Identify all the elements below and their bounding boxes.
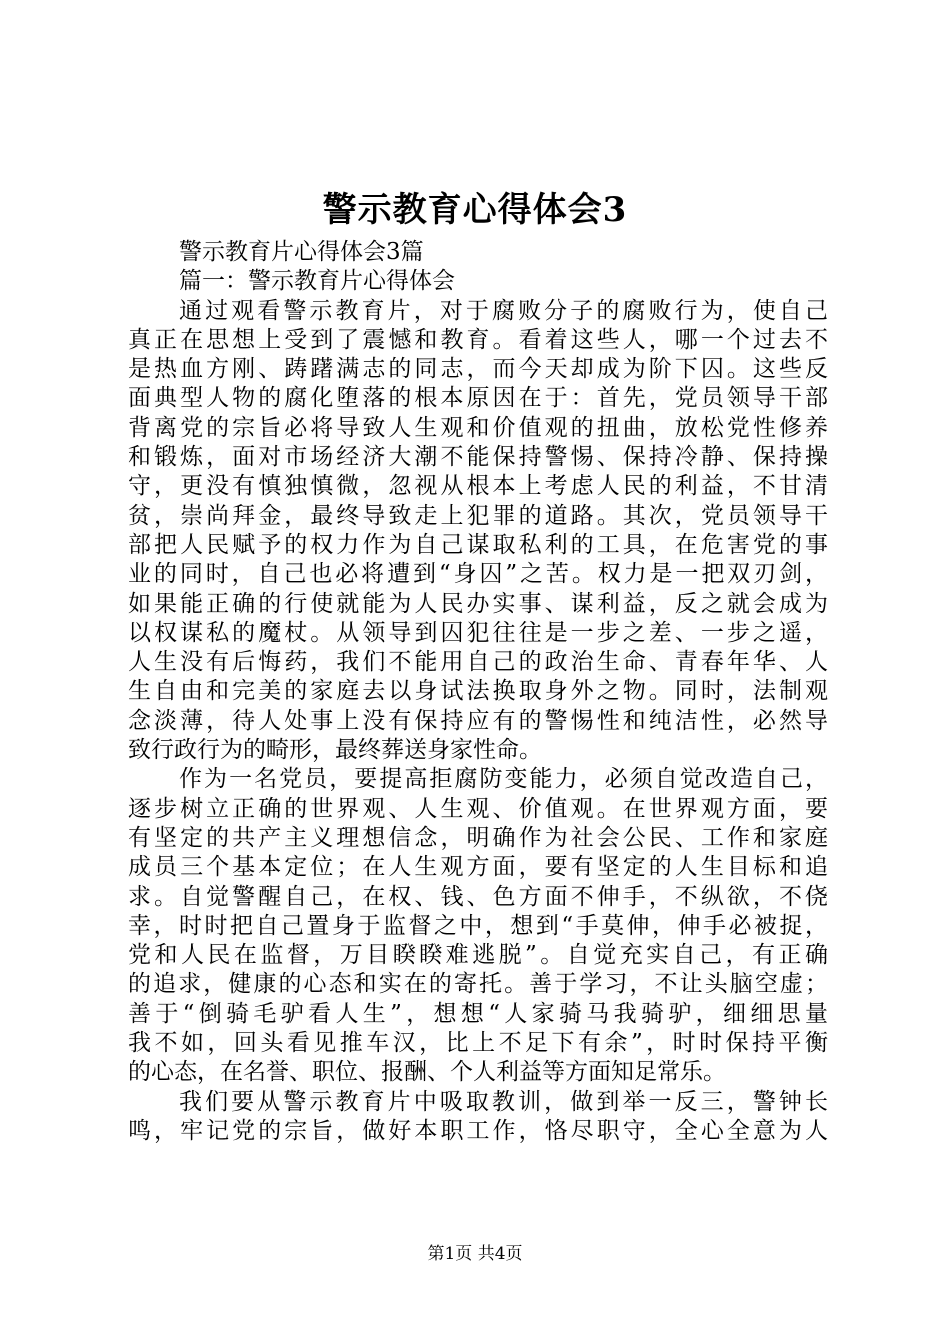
text-line: 面典型人物的腐化堕落的根本原因在于：首先，党员领导干部 [128,385,828,412]
text-line: 真正在思想上受到了震憾和教育。看着这些人，哪一个过去不 [128,326,828,353]
text-line: 幸，时时把自己置身于监督之中，想到“手莫伸，伸手必被捉， [128,912,828,939]
text-line: 成员三个基本定位；在人生观方面，要有坚定的人生目标和追 [128,854,828,881]
document-body [128,238,828,1146]
text-line: 的追求，健康的心态和实在的寄托。善于学习，不让头脑空虚； [128,971,828,998]
text-line: 如果能正确的行使就能为人民办实事、谋利益，反之就会成为 [128,590,828,617]
text-line: 念淡薄，待人处事上没有保持应有的警惕性和纯洁性，必然导 [128,707,828,734]
text-line: 作为一名党员，要提高拒腐防变能力，必须自觉改造自己， [179,766,828,793]
text-line: 党和人民在监督，万目睽睽难逃脱”。自觉充实自己，有正确 [128,942,828,969]
text-line: 求。自觉警醒自己，在权、钱、色方面不伸手，不纵欲，不侥 [128,883,828,910]
page-footer: 第1页 共4页 [427,1244,523,1264]
text-line: 鸣，牢记党的宗旨，做好本职工作，恪尽职守，全心全意为人 [128,1117,828,1144]
text-line: 贫，崇尚拜金，最终导致走上犯罪的道路。其次，党员领导干 [128,502,828,529]
text-line: 业的同时，自己也必将遭到“身囚”之苦。权力是一把双刃剑， [128,561,828,588]
text-line: 和锻炼，面对市场经济大潮不能保持警惕、保持冷静、保持操 [128,444,828,471]
document-title: 警示教育心得体会3 [322,190,628,230]
text-line: 守，更没有慎独慎微，忽视从根本上考虑人民的利益，不甘清 [128,473,828,500]
text-line: 逐步树立正确的世界观、人生观、价值观。在世界观方面，要 [128,795,828,822]
text-line: 善于“倒骑毛驴看人生”，想想“人家骑马我骑驴，细细思量 [128,1000,828,1027]
text-line: 我不如，回头看见推车汉，比上不足下有余”，时时保持平衡 [128,1030,828,1057]
text-line: 致行政行为的畸形，最终葬送身家性命。 [128,737,542,764]
text-line: 篇一：警示教育片心得体会 [179,268,455,295]
text-line: 人生没有后悔药，我们不能用自己的政治生命、青春年华、人 [128,649,828,676]
text-line: 生自由和完美的家庭去以身试法换取身外之物。同时，法制观 [128,678,828,705]
text-line: 有坚定的共产主义理想信念，明确作为社会公民、工作和家庭 [128,824,828,851]
text-line: 背离党的宗旨必将导致人生观和价值观的扭曲，放松党性修养 [128,414,828,441]
text-line: 通过观看警示教育片，对于腐败分子的腐败行为，使自己 [179,297,828,324]
text-line: 以权谋私的魔杖。从领导到囚犯往往是一步之差、一步之遥， [128,619,828,646]
text-line: 警示教育片心得体会3篇 [179,239,424,265]
text-line: 部把人民赋予的权力作为自己谋取私利的工具，在危害党的事 [128,531,828,558]
text-line: 是热血方刚、踌躇满志的同志，而今天却成为阶下囚。这些反 [128,356,828,383]
text-line: 的心态，在名誉、职位、报酬、个人利益等方面知足常乐。 [128,1059,726,1086]
text-line: 我们要从警示教育片中吸取教训，做到举一反三，警钟长 [179,1088,828,1115]
